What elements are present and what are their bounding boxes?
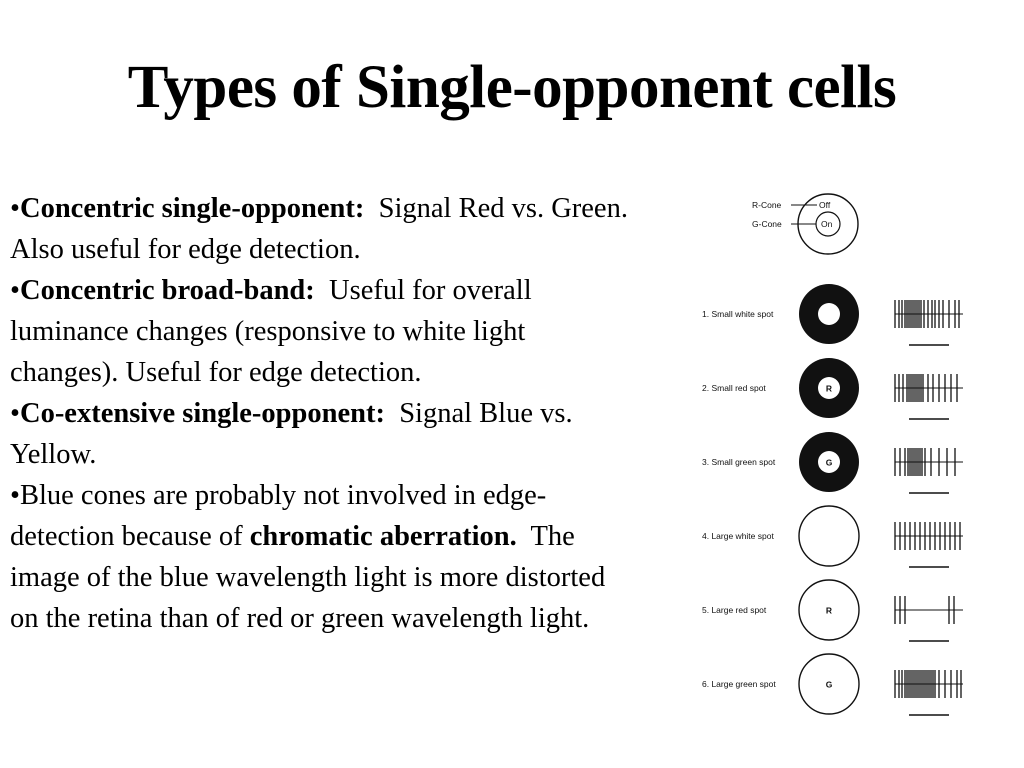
stimulus-row — [702, 432, 963, 493]
figure-svg — [690, 186, 990, 726]
spike-train — [895, 522, 963, 567]
on-label: On — [821, 219, 833, 229]
stimulus-row — [702, 654, 963, 715]
stimulus-surround-circle — [799, 506, 859, 566]
bullet-text: The image of the blue wavelength light is more distorted on the retina than of red or green wavelength light. — [10, 521, 606, 634]
bullet-bold-phrase: chromatic aberration. — [249, 521, 517, 552]
stimulus-row — [702, 506, 963, 567]
bullet-lead: Concentric broad-band: — [19, 275, 315, 306]
bullet-text: Useful for overall luminance changes (responsive to white light changes). Useful for edge detection. — [10, 275, 532, 388]
bullet-marker: • — [10, 193, 20, 224]
bullet-lead: Concentric single-opponent: — [19, 193, 365, 224]
stimulus-label: 1. Small white spot — [702, 309, 774, 319]
stimulus-center-letter: G — [825, 457, 833, 468]
stimulus-center-letter: G — [825, 679, 833, 690]
bullet-item — [10, 393, 630, 475]
stimulus-row — [702, 284, 963, 345]
stimulus-label: 2. Small red spot — [702, 383, 766, 393]
spike-train — [895, 448, 963, 493]
bullet-lead: Co-extensive single-opponent: — [19, 398, 385, 429]
spike-train — [895, 596, 963, 641]
bullet-text: Signal Red vs. Green. Also useful for edge detection. — [10, 193, 628, 265]
bullet-item — [10, 475, 630, 639]
off-label: Off — [819, 200, 831, 210]
stimulus-label: 4. Large white spot — [702, 531, 774, 541]
receptive-field-figure — [690, 186, 990, 726]
bullet-marker: • — [10, 398, 20, 429]
stimulus-center-letter: R — [825, 383, 833, 394]
bullet-marker: • — [10, 480, 20, 511]
stimulus-row — [702, 580, 963, 641]
stimulus-label: 6. Large green spot — [702, 679, 776, 689]
r-cone-label: R-Cone — [752, 200, 782, 210]
bullet-item — [10, 188, 630, 270]
spike-train — [895, 300, 963, 345]
bullet-item — [10, 270, 630, 393]
stimulus-center-letter: R — [825, 605, 833, 616]
stimulus-label: 3. Small green spot — [702, 457, 776, 467]
bullet-list — [10, 188, 630, 639]
bullet-marker: • — [10, 275, 20, 306]
spike-train — [895, 374, 963, 419]
bullet-text: Signal Blue vs. Yellow. — [10, 398, 573, 470]
stimulus-center-spot — [818, 303, 840, 325]
slide-title: Types of Single-opponent cells — [127, 54, 897, 121]
stimulus-label: 5. Large red spot — [702, 605, 767, 615]
g-cone-label: G-Cone — [752, 219, 782, 229]
bullet-text: Blue cones are probably not involved in edge-detection because of — [10, 480, 547, 552]
stimulus-row — [702, 358, 963, 419]
stimulus-rows — [702, 284, 963, 715]
receptive-field-diagram — [752, 194, 858, 254]
spike-train — [895, 670, 963, 715]
